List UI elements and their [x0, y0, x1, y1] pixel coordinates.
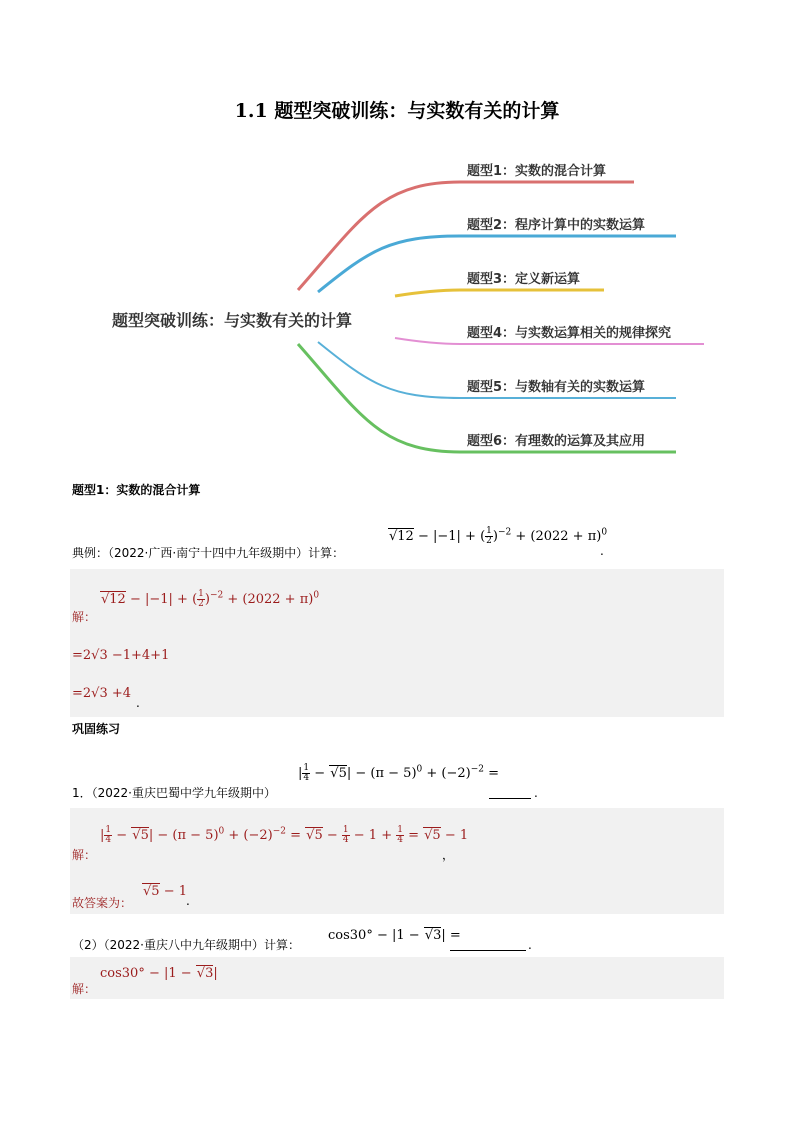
mind-map-root: 题型突破训练：与实数有关的计算 — [112, 311, 353, 330]
q1-answer-label: 故答案为： — [72, 896, 133, 910]
branch-label-2: 题型2：程序计算中的实数运算 — [467, 218, 646, 233]
section-heading: 题型1：实数的混合计算 — [72, 483, 201, 497]
example-question: 典例：（2022·广西·南宁十四中九年级期中）计算： — [72, 546, 345, 560]
q2-end: . — [528, 938, 532, 952]
practice-heading: 巩固练习 — [72, 722, 121, 736]
q2-solution-expression: cos30° − |1 − √3| — [100, 966, 218, 981]
example-expression: √12 − |−1| + ( $\frac{1}{2}$ )$^{-2} + (2022 + \pi)^0$ — [389, 526, 608, 546]
solution-step-1: =2√3 −1+4+1 — [72, 648, 170, 663]
example-end: . — [600, 544, 604, 558]
branch-label-4: 题型4：与实数运算相关的规律探究 — [467, 326, 672, 341]
branch-label-3: 题型3：定义新运算 — [467, 272, 581, 287]
branch-label-5: 题型5：与数轴有关的实数运算 — [467, 380, 646, 395]
q1-solution-expression: | $\frac{1}{4}$ − $√5| - (\pi - 5)^0 + (-2)^{-2} = √5$ − $\frac{1}{4}$ − 1 + $\frac{1}{4}$ = √5 − 1 — [100, 825, 469, 845]
solution-step-2-end: . — [136, 696, 140, 710]
q2-question: （2）（2022·重庆八中九年级期中）计算： — [72, 938, 300, 952]
branch-label-1: 题型1：实数的混合计算 — [467, 164, 607, 179]
solution-expression: √12 − |−1| + ( $\frac{1}{2}$ )$^{-2} + (2022 + \pi)^0$ — [101, 589, 320, 609]
q1-answer-value: √5 − 1 — [143, 884, 187, 899]
branch-line-3 — [395, 290, 604, 296]
q1-expression: | $\frac{1}{4}$ − $√5| - (\pi - 5)^0 + (-2)^{-2}$ = — [298, 763, 500, 783]
mind-map — [0, 140, 794, 470]
q2-solution-label: 解： — [72, 982, 97, 996]
q2-expression: cos30° − |1 − √3| = — [328, 928, 461, 943]
q2-answer-blank — [450, 936, 526, 951]
solution-label: 解： — [72, 610, 97, 624]
q1-question: 1．（2022·重庆巴蜀中学九年级期中） — [72, 786, 276, 800]
q1-answer-blank — [489, 784, 531, 799]
q1-solution-label: 解： — [72, 848, 97, 862]
q1-end: . — [534, 786, 538, 800]
page-title: 1.1 题型突破训练：与实数有关的计算 — [234, 100, 560, 122]
q1-solution-comma: ， — [442, 848, 455, 862]
solution-step-2: =2√3 +4 — [72, 686, 132, 701]
branch-label-6: 题型6：有理数的运算及其应用 — [467, 434, 646, 449]
mind-map-branches — [0, 140, 794, 470]
q1-answer-end: . — [186, 894, 190, 908]
